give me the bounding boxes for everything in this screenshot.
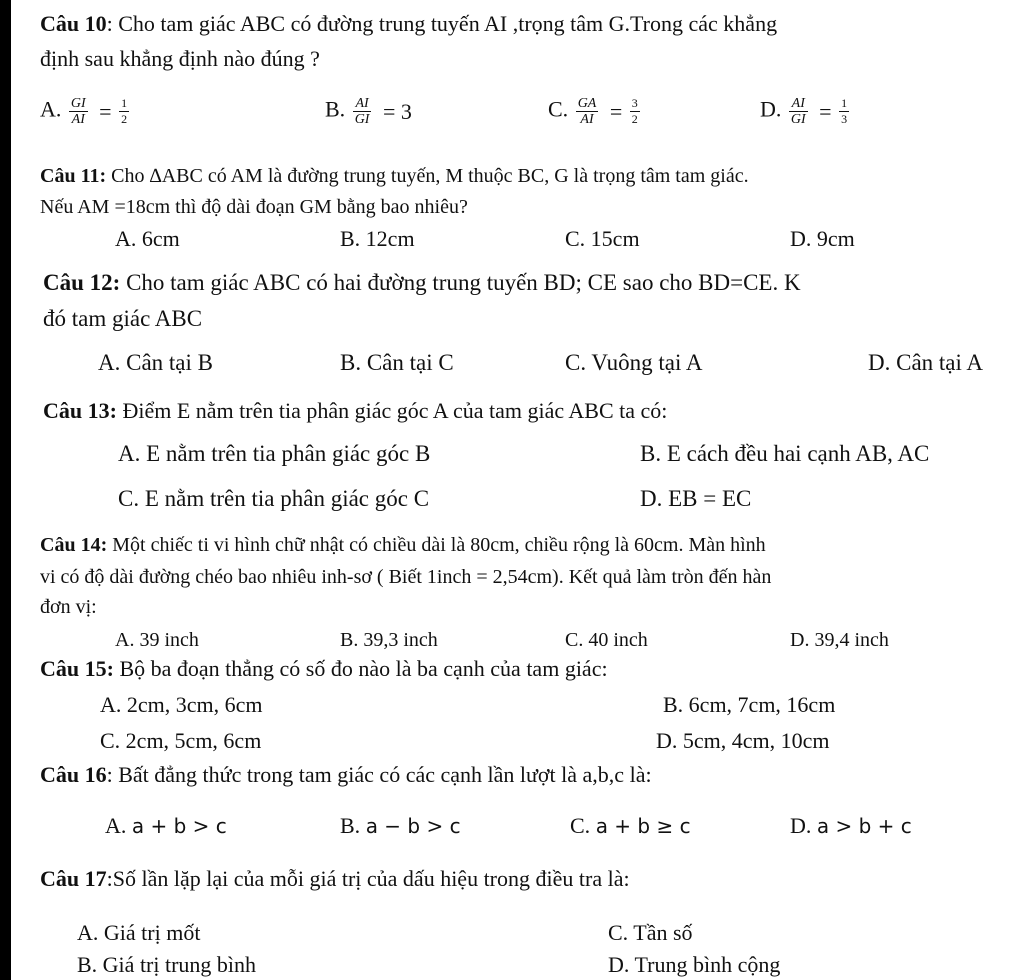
option-letter: A. [40, 96, 62, 122]
question-12-option-c[interactable]: C. Vuông tại A [565, 350, 703, 375]
question-13-option-a[interactable]: A. E nằm trên tia phân giác góc B [118, 441, 431, 466]
question-15-label: Câu 15: [40, 656, 114, 681]
question-16-option-a[interactable] [105, 813, 227, 839]
option-b-rhs: = 3 [382, 98, 412, 124]
question-12-option-d[interactable]: D. Cân tại A [868, 350, 983, 375]
question-11-option-a[interactable]: A. 6cm [115, 226, 180, 251]
question-11-option-d[interactable]: D. 9cm [790, 226, 855, 251]
question-10-option-c[interactable]: C. $\frac{GA}{AI}$ = $\frac{3}{2}$ [548, 96, 638, 127]
question-12-option-a[interactable]: A. Cân tại B [98, 350, 213, 375]
fraction-ai-gi: $\frac{AI}{GI}$ [354, 96, 370, 127]
question-17-option-b[interactable]: B. Giá trị trung bình [77, 952, 257, 977]
option-expression: a > b + c [816, 814, 912, 838]
question-16-option-d[interactable] [790, 813, 912, 839]
question-14-option-d[interactable]: D. 39,4 inch [790, 629, 889, 651]
question-15-option-a[interactable]: A. 2cm, 3cm, 6cm [100, 692, 263, 717]
question-14-label: Câu 14: [40, 534, 108, 556]
question-14-text: Một chiếc ti vi hình chữ nhật có chiều dài là 80cm, chiều rộng là 60cm. Màn hình [107, 534, 766, 556]
question-11-line-2: Nếu AM =18cm thì độ dài đoạn GM bằng bao nhiêu? [40, 196, 468, 218]
option-letter: B. [340, 813, 361, 838]
question-10-option-d[interactable]: D. $\frac{AI}{GI}$ = $\frac{1}{3}$ [760, 96, 848, 127]
question-16-label: Câu 16 [40, 762, 107, 787]
fraction-rhs: $\frac{1}{2}$ [121, 96, 128, 126]
fraction-rhs: $\frac{1}{3}$ [841, 96, 848, 126]
question-10-line-2: định sau khẳng định nào đúng ? [40, 46, 320, 71]
fraction-gi-ai: $\frac{GI}{AI}$ [70, 96, 86, 127]
question-12-line-1 [43, 270, 801, 296]
question-11-line-1 [40, 163, 749, 189]
question-14-option-b[interactable]: B. 39,3 inch [340, 629, 438, 651]
question-14-line-3: đơn vị: [40, 596, 97, 618]
question-12-option-b[interactable]: B. Cân tại C [340, 350, 454, 375]
fraction-rhs: $\frac{3}{2}$ [631, 96, 638, 126]
option-expression: a + b > c [131, 814, 227, 838]
option-letter: C. [570, 813, 591, 838]
option-expression: a + b ≥ c [595, 814, 691, 838]
question-12-label: Câu 12: [43, 270, 121, 295]
question-11-option-c[interactable]: C. 15cm [565, 226, 640, 251]
question-11-label: Câu 11: [40, 165, 107, 187]
question-14-line-1 [40, 532, 766, 558]
question-17-line-1 [40, 866, 630, 892]
question-14-option-a[interactable]: A. 39 inch [115, 629, 199, 651]
question-14-option-c[interactable]: C. 40 inch [565, 629, 648, 651]
option-letter: D. [760, 96, 782, 122]
fraction-ga-ai: $\frac{GA}{AI}$ [577, 96, 597, 127]
question-11-text: Cho ∆ABC có AM là đường trung tuyến, M thuộc BC, G là trọng tâm tam giác. [106, 165, 749, 187]
question-17-option-a[interactable]: A. Giá trị mốt [77, 920, 201, 945]
question-16-option-c[interactable] [570, 813, 691, 839]
left-border-bar [0, 0, 11, 980]
option-expression: a − b > c [365, 814, 461, 838]
question-15-option-b[interactable]: B. 6cm, 7cm, 16cm [663, 692, 836, 717]
question-14-line-2: vi có độ dài đường chéo bao nhiêu inh-sơ ( Biết 1inch = 2,54cm). Kết quả làm tròn đến hàn [40, 566, 772, 588]
fraction-ai-gi: $\frac{AI}{GI}$ [790, 96, 806, 127]
question-15-line-1 [40, 656, 608, 682]
question-13-option-d[interactable]: D. EB = EC [640, 486, 752, 511]
question-17-label: Câu 17 [40, 866, 107, 891]
question-16-text: : Bất đẳng thức trong tam giác có các cạnh lần lượt là a,b,c là: [106, 762, 652, 787]
question-13-option-b[interactable]: B. E cách đều hai cạnh AB, AC [640, 441, 930, 466]
question-12-text: Cho tam giác ABC có hai đường trung tuyến BD; CE sao cho BD=CE. K [120, 270, 801, 295]
question-12-line-2: đó tam giác ABC [43, 306, 203, 331]
question-17-option-d[interactable]: D. Trung bình cộng [608, 952, 781, 977]
option-letter: A. [105, 813, 127, 838]
question-13-label: Câu 13: [43, 398, 117, 423]
question-15-option-c[interactable]: C. 2cm, 5cm, 6cm [100, 728, 262, 753]
question-16-line-1 [40, 762, 652, 788]
question-15-option-d[interactable]: D. 5cm, 4cm, 10cm [656, 728, 830, 753]
question-16-option-b[interactable] [340, 813, 461, 839]
option-letter: D. [790, 813, 812, 838]
question-10-text: : Cho tam giác ABC có đường trung tuyến AI ,trọng tâm G.Trong các khẳng [106, 11, 778, 36]
question-13-line-1 [43, 398, 667, 424]
question-13-text: Điểm E nằm trên tia phân giác góc A của tam giác ABC ta có: [116, 398, 668, 423]
question-10-line-1 [40, 11, 777, 37]
question-13-option-c[interactable]: C. E nằm trên tia phân giác góc C [118, 486, 430, 511]
question-15-text: Bộ ba đoạn thẳng có số đo nào là ba cạnh của tam giác: [113, 656, 608, 681]
question-11-option-b[interactable]: B. 12cm [340, 226, 415, 251]
question-10-option-a[interactable]: A. $\frac{GI}{AI}$ = $\frac{1}{2}$ [40, 96, 128, 127]
option-letter: C. [548, 96, 569, 122]
question-10-label: Câu 10 [40, 11, 107, 36]
question-17-option-c[interactable]: C. Tần số [608, 920, 693, 945]
question-10-option-b[interactable] [325, 96, 412, 127]
question-17-text: :Số lần lặp lại của mỗi giá trị của dấu hiệu trong điều tra là: [106, 866, 630, 891]
option-letter: B. [325, 96, 346, 122]
